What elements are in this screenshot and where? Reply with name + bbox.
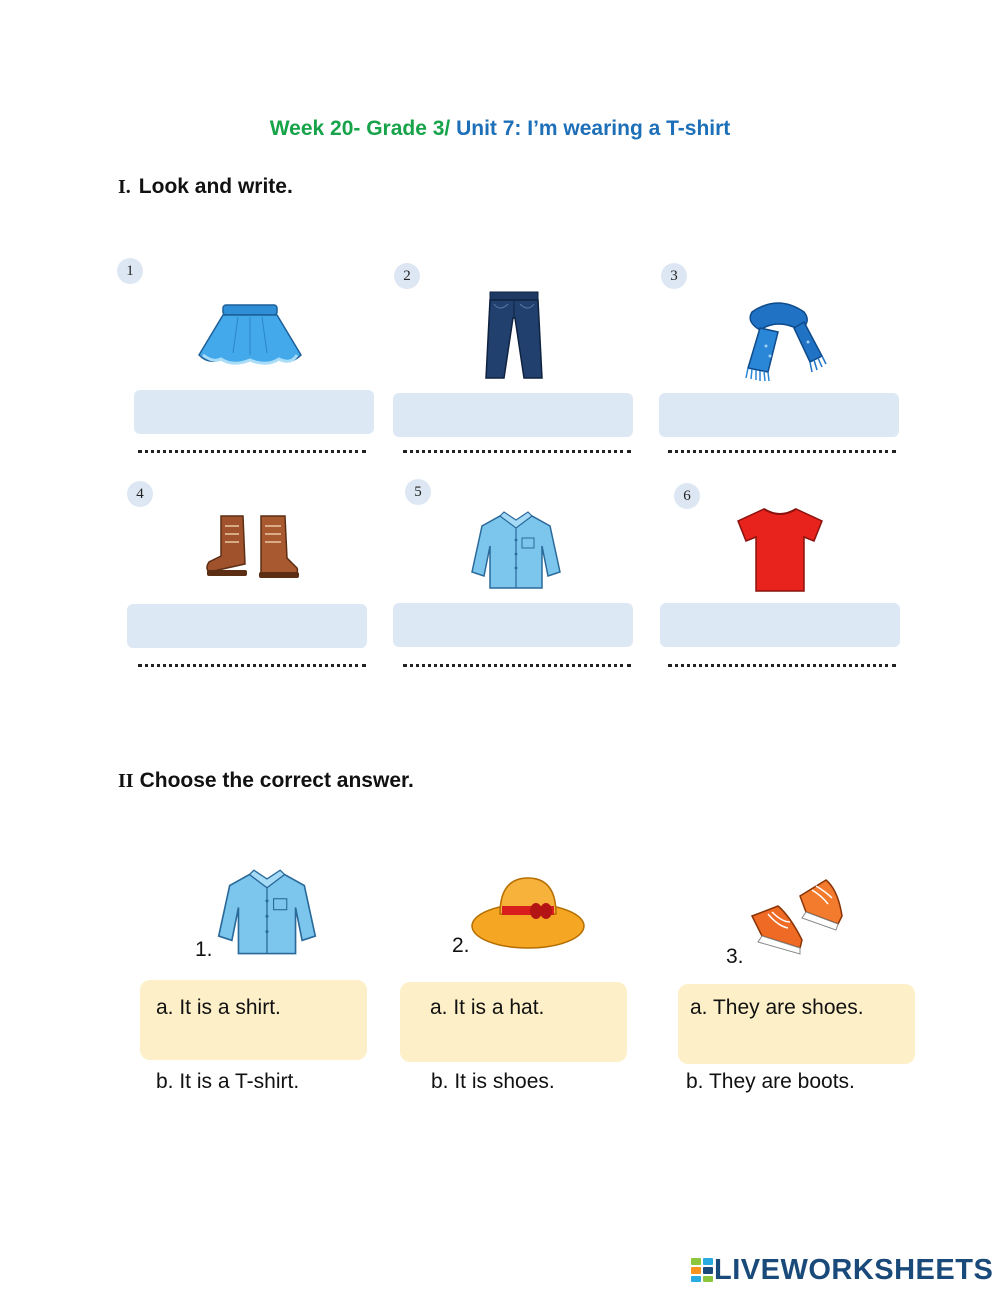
title-week-grade: Week 20- Grade 3/ [269, 117, 457, 140]
item-6-number: 6 [674, 483, 700, 509]
liveworksheets-logo-icon [690, 1257, 714, 1283]
hat-icon [470, 874, 586, 952]
item-1-number: 1 [117, 258, 143, 284]
dotted-line-5 [403, 660, 631, 667]
liveworksheets-logo [690, 1252, 993, 1288]
dotted-line-4 [138, 660, 366, 667]
answer-input-5[interactable] [393, 603, 633, 647]
item-3-number: 3 [661, 263, 687, 289]
answer-input-4[interactable] [127, 604, 367, 648]
tshirt-icon [736, 505, 824, 593]
dotted-line-3 [668, 446, 896, 453]
section-1-roman: I. [118, 176, 131, 198]
question-1-option-b[interactable]: b. It is a T-shirt. [156, 1070, 300, 1093]
item-5-number: 5 [405, 479, 431, 505]
question-3-option-b[interactable]: b. They are boots. [686, 1070, 855, 1093]
section-2-heading [118, 769, 414, 793]
question-2-number: 2. [452, 934, 470, 957]
answer-input-1[interactable] [134, 390, 374, 434]
question-1-option-a-box[interactable] [140, 980, 367, 1060]
section-2-title-b: the correct answer. [216, 769, 414, 792]
item-4-number: 4 [127, 481, 153, 507]
question-3-option-a-box[interactable] [678, 984, 915, 1064]
question-2-option-b[interactable]: b. It is shoes. [431, 1070, 555, 1093]
answer-input-6[interactable] [660, 603, 900, 647]
question-2-option-a[interactable]: a. It is a hat. [430, 996, 545, 1019]
section-1-heading [118, 175, 293, 199]
question-1-shirt-icon [214, 868, 320, 958]
sneakers-icon [748, 876, 844, 958]
title-unit: Unit 7: I’m wearing a T-shirt [456, 117, 731, 140]
liveworksheets-logo-text: LIVEWORKSHEETS [714, 1253, 994, 1286]
answer-input-2[interactable] [393, 393, 633, 437]
question-1-option-a[interactable]: a. It is a shirt. [156, 996, 281, 1019]
scarf-icon [738, 298, 828, 382]
question-3-option-a[interactable]: a. They are shoes. [690, 996, 864, 1019]
boots-icon [203, 512, 299, 582]
item-2-number: 2 [394, 263, 420, 289]
question-3-number: 3. [726, 945, 744, 968]
skirt-icon [193, 303, 307, 371]
shirt-icon [470, 510, 562, 592]
dotted-line-1 [138, 446, 366, 453]
jeans-icon [484, 290, 544, 382]
question-1-number: 1. [195, 938, 213, 961]
section-2-roman: II [118, 770, 134, 792]
dotted-line-6 [668, 660, 896, 667]
question-2-option-a-box[interactable] [400, 982, 627, 1062]
answer-input-3[interactable] [659, 393, 899, 437]
dotted-line-2 [403, 446, 631, 453]
worksheet-title [0, 117, 1000, 141]
section-2-title-a: Choose [139, 769, 217, 792]
section-1-title: Look and write. [138, 175, 293, 198]
